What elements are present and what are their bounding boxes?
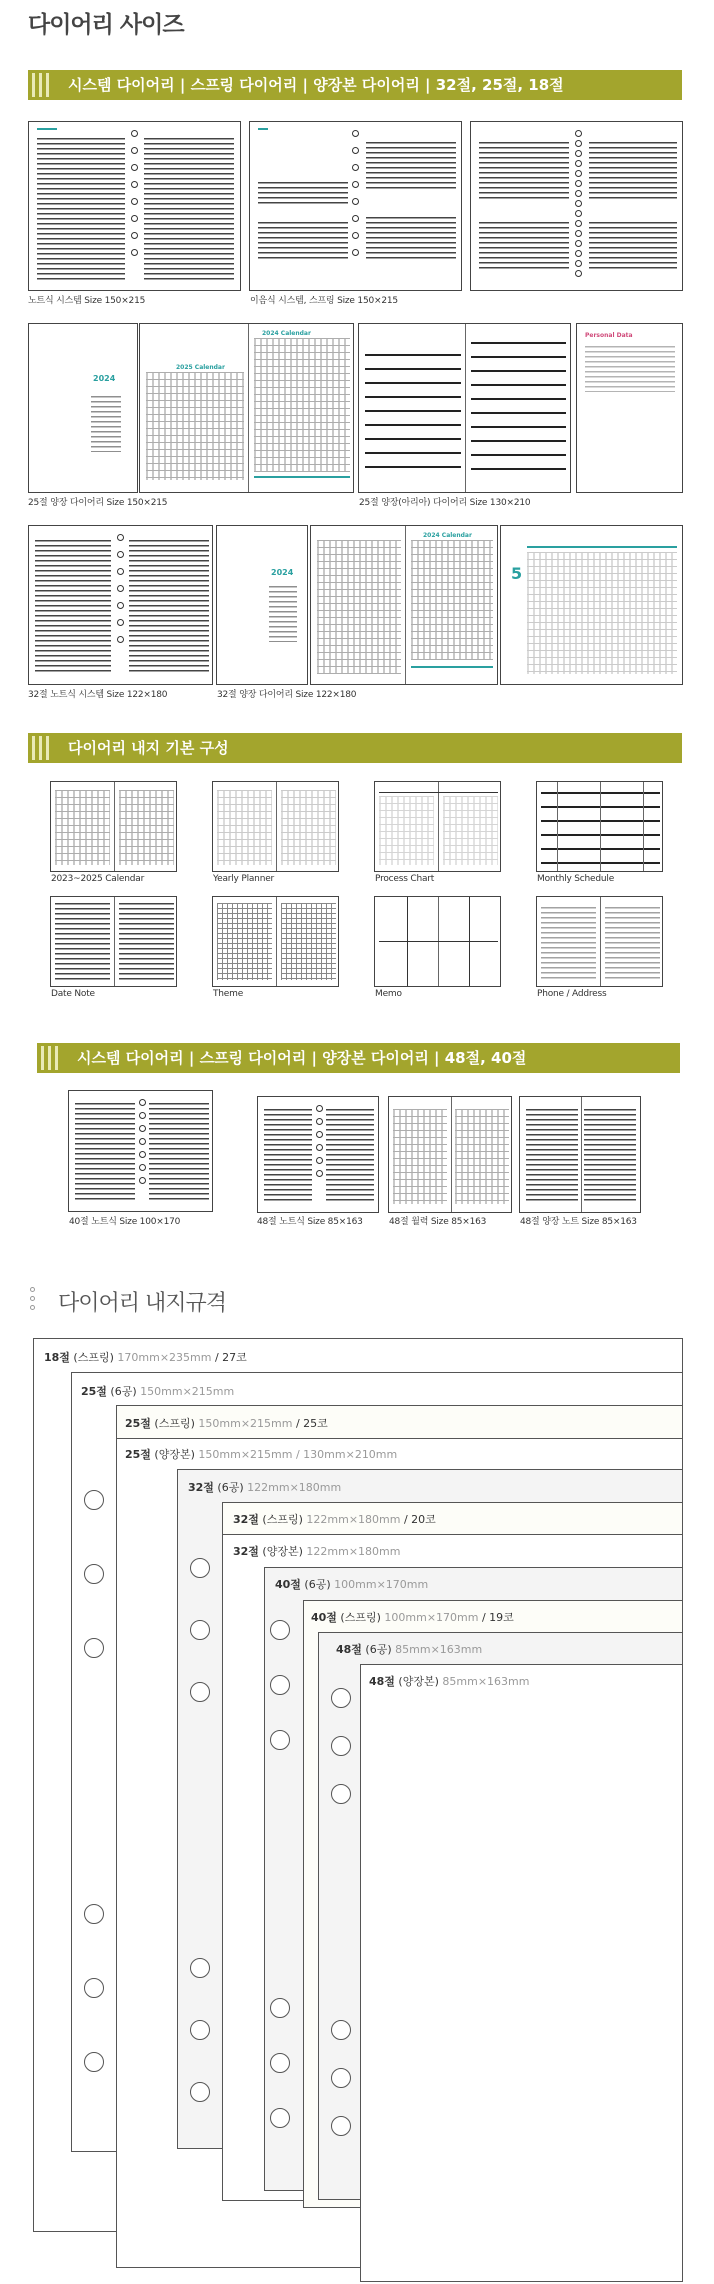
- cover-year: 2024: [93, 374, 116, 383]
- diary-thumb-note-system: [28, 121, 241, 291]
- month-number: 5: [511, 564, 523, 583]
- caption: 이음식 시스템, 스프링 Size 150×215: [250, 296, 398, 306]
- page-title: 다이어리 사이즈: [28, 12, 184, 38]
- decorative-dots-icon: [30, 1287, 38, 1314]
- spec-label: 40절 (6공) 100mm×170mm: [275, 1578, 429, 1591]
- calendar-title: 2024 Calendar: [262, 330, 311, 337]
- spec-label: 48절 (양장본) 85mm×163mm: [369, 1675, 530, 1688]
- caption: 48절 월력 Size 85×163: [389, 1217, 487, 1227]
- ring-binder-icon: [129, 130, 139, 282]
- calendar-title: 2024 Calendar: [423, 532, 472, 539]
- basic-thumb-phone-address: [536, 896, 663, 987]
- basic-thumb-process-chart: [374, 781, 501, 872]
- spec-label: 40절 (스프링) 100mm×170mm / 19코: [311, 1611, 514, 1624]
- diary-thumb-32-hardcover-cover: [216, 525, 308, 685]
- section-banner-basic: [28, 733, 682, 763]
- diary-thumb-spring: [470, 121, 683, 291]
- ring-binder-icon: [314, 1105, 324, 1204]
- ring-binder-icon: [137, 1099, 147, 1203]
- spring-coil-icon: [573, 130, 583, 282]
- diary-thumb-25-aria: [358, 323, 571, 493]
- ring-binder-icon: [115, 534, 125, 676]
- diary-thumb-personal: [576, 323, 683, 493]
- basic-label: Monthly Schedule: [537, 874, 615, 884]
- spec-label: 18절 (스프링) 170mm×235mm / 27코: [44, 1351, 247, 1364]
- diary-thumb-32-hardcover-calendar: [310, 525, 498, 685]
- basic-thumb-memo: [374, 896, 501, 987]
- banner-bars-icon: [32, 736, 62, 760]
- basic-label: 2023~2025 Calendar: [51, 874, 145, 884]
- banner-bars-icon: [41, 1046, 71, 1070]
- caption: 40절 노트식 Size 100×170: [69, 1217, 181, 1227]
- section-banner-top: [28, 70, 682, 100]
- diary-thumb-monthly-plan: [500, 525, 683, 685]
- basic-thumb-theme: [212, 896, 339, 987]
- basic-label: Phone / Address: [537, 989, 607, 999]
- spec-title: 다이어리 내지규격: [58, 1291, 227, 1316]
- caption: 48절 양장 노트 Size 85×163: [520, 1217, 637, 1227]
- spec-label: 25절 (스프링) 150mm×215mm / 25코: [125, 1417, 328, 1430]
- basic-label: Date Note: [51, 989, 95, 999]
- banner-text: 시스템 다이어리 | 스프링 다이어리 | 양장본 다이어리 | 48절, 40절: [77, 1049, 527, 1067]
- diary-thumb-48-note: [257, 1096, 379, 1213]
- basic-thumb-yearly-planner: [212, 781, 339, 872]
- caption: 48절 노트식 Size 85×163: [257, 1217, 363, 1227]
- basic-thumb-monthly-schedule: [536, 781, 663, 872]
- basic-label: Theme: [213, 989, 244, 999]
- banner-text: 다이어리 내지 기본 구성: [68, 739, 229, 757]
- spec-label: 48절 (6공) 85mm×163mm: [336, 1643, 483, 1656]
- caption: 32절 양장 다이어리 Size 122×180: [217, 690, 357, 700]
- diary-thumb-25-hardcover-calendar: [139, 323, 354, 493]
- sheet-48-hardcover: [360, 1664, 683, 2282]
- spec-label: 25절 (6공) 150mm×215mm: [81, 1385, 235, 1398]
- basic-thumb-calendar: [50, 781, 177, 872]
- diary-thumb-48-calendar: [388, 1096, 512, 1213]
- basic-thumb-date-note: [50, 896, 177, 987]
- basic-label: Yearly Planner: [213, 874, 275, 884]
- banner-text: 시스템 다이어리 | 스프링 다이어리 | 양장본 다이어리 | 32절, 25절, 18절: [68, 76, 564, 94]
- banner-bars-icon: [32, 73, 62, 97]
- cover-year: 2024: [271, 568, 294, 577]
- ring-binder-icon: [350, 130, 360, 282]
- section-banner-bottom: [37, 1043, 680, 1073]
- diary-thumb-48-hardcover-note: [519, 1096, 641, 1213]
- spec-label: 25절 (양장본) 150mm×215mm / 130mm×210mm: [125, 1448, 398, 1461]
- caption: 25절 양장 다이어리 Size 150×215: [28, 498, 168, 508]
- caption: 25절 양장(아리아) 다이어리 Size 130×210: [359, 498, 531, 508]
- personal-title: Personal Data: [585, 332, 633, 339]
- caption: 노트식 시스템 Size 150×215: [28, 296, 146, 306]
- spec-label: 32절 (6공) 122mm×180mm: [188, 1481, 342, 1494]
- diary-thumb-joined-system: [249, 121, 462, 291]
- diary-thumb-40-note: [68, 1090, 213, 1212]
- diary-thumb-32-note-system: [28, 525, 213, 685]
- basic-label: Process Chart: [375, 874, 435, 884]
- spec-label: 32절 (양장본) 122mm×180mm: [233, 1545, 401, 1558]
- spec-label: 32절 (스프링) 122mm×180mm / 20코: [233, 1513, 436, 1526]
- calendar-title: 2025 Calendar: [176, 364, 225, 371]
- basic-label: Memo: [375, 989, 402, 999]
- diary-thumb-25-hardcover-cover: [28, 323, 138, 493]
- caption: 32절 노트식 시스템 Size 122×180: [28, 690, 168, 700]
